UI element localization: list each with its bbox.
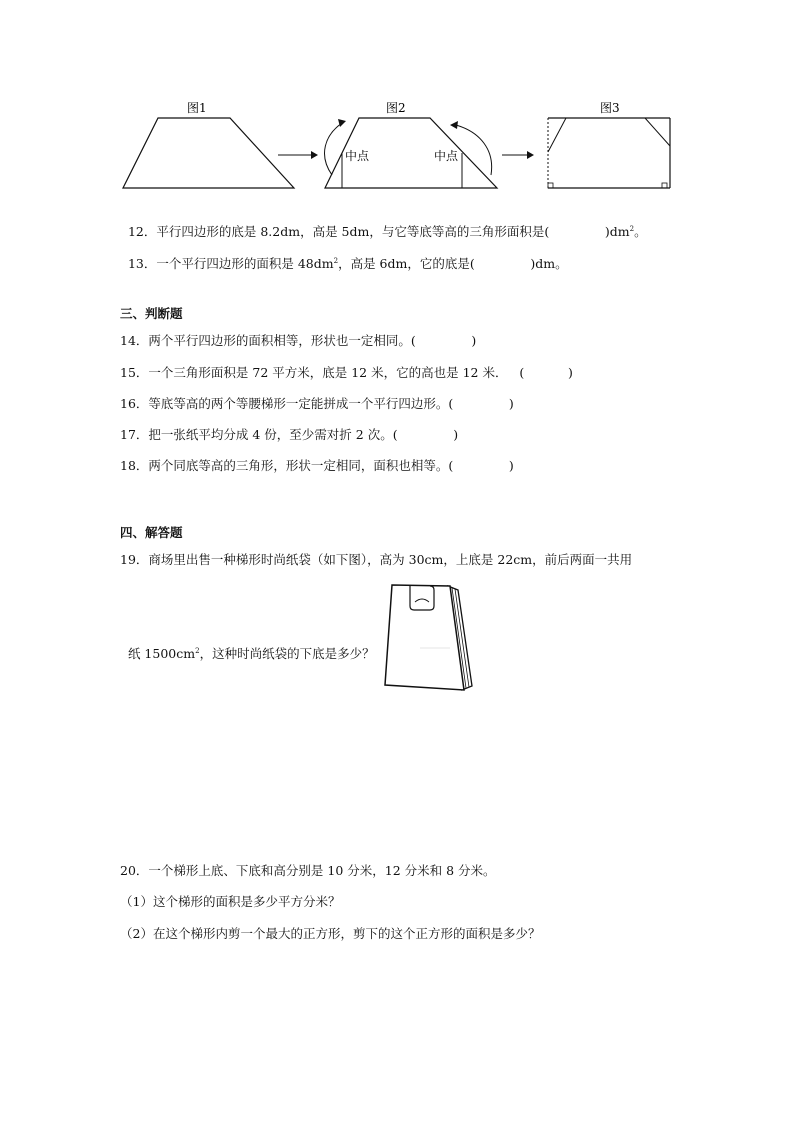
question-13-sup: 2 [333,256,339,265]
fig1-label: 图1 [187,101,207,115]
question-14: 14．两个平行四边形的面积相等，形状也一定相同。( ) [120,333,477,348]
question-20-sub1: （1）这个梯形的面积是多少平方分米？ [120,894,341,909]
fig2-midpoint-left: 中点 [345,149,370,163]
question-15: 15．一个三角形面积是 72 平方米，底是 12 米，它的高也是 12 米． ( ) [120,365,573,380]
shopping-bag-illustration [380,578,480,698]
fig2-label: 图2 [386,101,406,115]
question-19-line2-b: ，这种时尚纸袋的下底是多少？ [199,646,375,661]
question-17: 17．把一张纸平均分成 4 份，至少需对折 2 次。( ) [120,427,459,442]
question-12-end: 。 [634,224,647,239]
arrow-right-icon [278,151,318,159]
question-12-text: 12．平行四边形的底是 8.2dm，高是 5dm，与它等底等高的三角形面积是( )dm [127,224,630,239]
question-12-sup: 2 [629,224,635,233]
fig3-rectangle [548,118,670,188]
question-20-sub2: （2）在这个梯形内剪一个最大的正方形，剪下的这个正方形的面积是多少？ [120,926,541,941]
question-19-line2-sup: 2 [195,646,200,655]
section-3-title: 三、判断题 [120,306,183,321]
fig1-trapezoid [123,118,294,188]
question-13-end: ，高是 6dm，它的底是( )dm。 [338,256,568,271]
trapezoid-figures [0,0,794,200]
question-19-line1: 19．商场里出售一种梯形时尚纸袋（如下图），高为 30cm，上底是 22cm，前后两面一共用 [120,552,633,567]
question-12 [120,208,647,240]
arrow-right-icon [502,151,534,159]
fig2-midpoint-right: 中点 [434,149,459,163]
question-19-line2-a: 纸 1500cm [127,646,196,661]
rotate-right-arc-icon [450,121,492,175]
question-19-line2 [120,630,375,662]
section-4-title: 四、解答题 [120,525,183,540]
question-16: 16．等底等高的两个等腰梯形一定能拼成一个平行四边形。( ) [120,396,514,411]
question-20-line1: 20．一个梯形上底、下底和高分别是 10 分米，12 分米和 8 分米。 [120,863,496,878]
question-18: 18．两个同底等高的三角形，形状一定相同，面积也相等。( ) [120,458,514,473]
question-13 [120,240,568,272]
question-13-text: 13．一个平行四边形的面积是 48dm [127,256,334,271]
fig3-label: 图3 [600,101,620,115]
